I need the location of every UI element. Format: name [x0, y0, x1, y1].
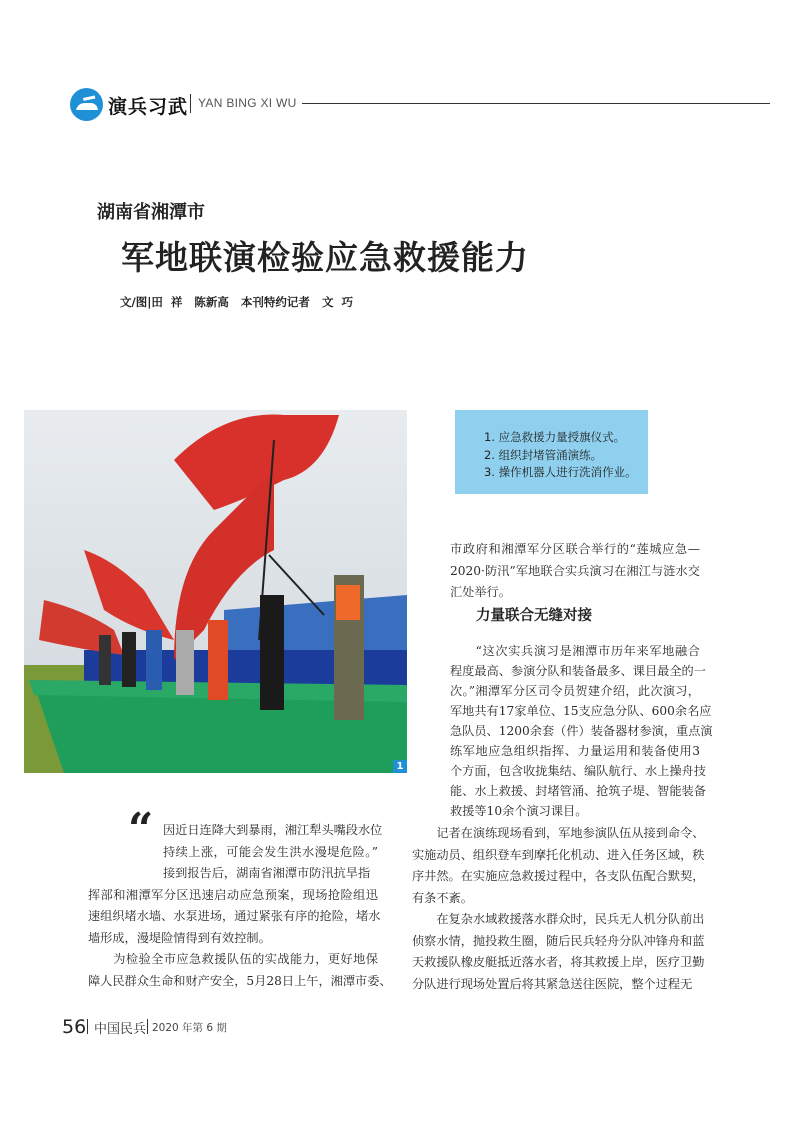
- text-line: 因近日连降大到暴雨，湘江犁头嘴段水位: [163, 823, 383, 837]
- text-line: 救援等10余个演习课目。: [450, 804, 588, 818]
- text-line: 个方面，包含收拢集结、编队航行、水上操舟技: [450, 764, 706, 778]
- text-line: 汇处举行。: [450, 585, 511, 599]
- text-line: 为检验全市应急救援队伍的实战能力，更好地保: [88, 952, 378, 966]
- text-line: 挥部和湘潭军分区迅速启动应急预案，现场抢险组迅: [88, 887, 378, 902]
- text-line: 实施动员、组织登车到摩托化机动、进入任务区域，秩: [412, 847, 705, 862]
- issue-label: 2020 年第 6 期: [152, 1022, 227, 1034]
- header-rule: [302, 103, 770, 104]
- text-line: 在复杂水域救援落水群众时，民兵无人机分队前出: [412, 912, 705, 926]
- text-line: 军地共有17家单位、15支应急分队、600余名应: [450, 704, 712, 718]
- caption-box: [455, 410, 648, 494]
- right-column-text: [450, 641, 713, 821]
- magazine-name: 中国民兵: [94, 1022, 147, 1037]
- text-line: 墙形成，漫堤险情得到有效控制。: [88, 930, 271, 945]
- tank-icon: [70, 88, 103, 121]
- article-kicker: 湖南省湘潭市: [97, 202, 205, 223]
- pull-quote: [163, 820, 383, 885]
- text-line: 急队员、1200余套（件）装备器材参演，重点演: [450, 724, 713, 738]
- quote-mark-icon: “: [128, 804, 154, 855]
- caption: 3. 操作机器人进行洗消作业。: [484, 465, 637, 479]
- right-column-text-2: [412, 823, 705, 995]
- text-line: 能、水上救援、封堵管涌、抢筑子堤、智能装备: [450, 784, 706, 798]
- caption: 2. 组织封堵管涌演练。: [484, 447, 603, 462]
- photo-number: 1: [393, 760, 407, 773]
- byline: 文/图|田 祥 陈新高 本刊特约记者 文 巧: [120, 295, 353, 309]
- text-line: 记者在演练现场看到，军地参演队伍从接到命令、: [412, 826, 705, 840]
- subheading: 力量联合无缝对接: [476, 608, 592, 624]
- divider: [147, 1019, 148, 1034]
- divider: [87, 1019, 88, 1034]
- photo-flag-ceremony: [24, 410, 407, 773]
- article-title: 军地联演检验应急救援能力: [121, 238, 529, 277]
- text-line: 次。”湘潭军分区司令员贺建介绍，此次演习，: [450, 684, 700, 698]
- page-number: 56: [62, 1016, 87, 1038]
- text-line: 序井然。在实施应急救援过程中，各支队伍配合默契，: [412, 869, 705, 883]
- text-line: 市政府和湘潭军分区联合举行的“莲城应急—: [450, 542, 700, 556]
- text-line: “这次实兵演习是湘潭市历年来军地融合: [450, 644, 700, 658]
- text-line: 侦察水情，抛投救生圈，随后民兵轻舟分队冲锋舟和蓝: [412, 933, 705, 948]
- section-title: 演兵习武: [108, 96, 189, 118]
- text-line: 持续上涨，可能会发生洪水漫堤危险。”: [163, 844, 378, 859]
- right-column-intro: [450, 539, 700, 604]
- text-line: 程度最高、参演分队和装备最多、课目最全的一: [450, 664, 706, 678]
- caption: 1. 应急救援力量授旗仪式。: [484, 430, 626, 444]
- text-line: 速组织堵水墙、水泵进场，通过紧张有序的抢险，堵水: [88, 909, 381, 923]
- left-column-text: [88, 885, 392, 993]
- text-line: 障人民群众生命和财产安全，5月28日上午，湘潭市委、: [88, 973, 392, 988]
- text-line: 有条不紊。: [412, 890, 473, 905]
- text-line: 接到报告后，湖南省湘潭市防汛抗旱指: [163, 866, 371, 880]
- section-title-en: YAN BING XI WU: [198, 96, 297, 110]
- text-line: 练军地应急组织指挥、力量运用和装备使用3: [450, 744, 700, 758]
- text-line: 分队进行现场处置后将其紧急送往医院，整个过程无: [412, 976, 693, 991]
- divider: [190, 94, 191, 113]
- text-line: 天救援队橡皮艇抵近落水者，将其救援上岸，医疗卫勤: [412, 955, 705, 969]
- text-line: 2020·防汛”军地联合实兵演习在湘江与涟水交: [450, 563, 700, 578]
